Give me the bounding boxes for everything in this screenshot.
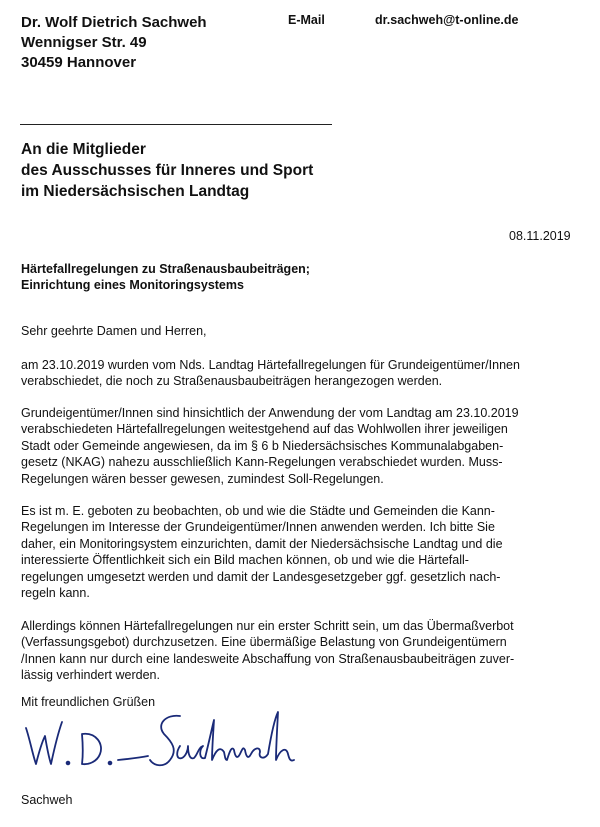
body-paragraph-1 <box>21 357 581 390</box>
paragraph-line: Stadt oder Gemeinde angewiesen, da im § 6 b Niedersächsisches Kommunalabgaben- <box>21 438 504 453</box>
paragraph-line: am 23.10.2019 wurden vom Nds. Landtag Härtefallregelungen für Grundeigentümer/Innen <box>21 358 520 372</box>
paragraph-line: gesetz (NKAG) nahezu ausschließlich Kann-Regelungen verabschiedet wurden. Muss- <box>21 455 503 470</box>
signer-name: Sachweh <box>21 793 73 807</box>
paragraph-line: Grundeigentümer/Innen sind hinsichtlich der Anwendung der vom Landtag am 23.10.2019 <box>21 406 519 420</box>
sender-street: Wennigser Str. 49 <box>21 34 147 51</box>
paragraph-line: Regelungen wären besser gewesen, zumindest Soll-Regelungen. <box>21 471 384 486</box>
recipient-line-3: im Niedersächsischen Landtag <box>21 183 250 200</box>
paragraph-line: Allerdings können Härtefallregelungen nur ein erster Schritt sein, um das Übermaßverbot <box>21 619 514 633</box>
closing-phrase: Mit freundlichen Grüßen <box>21 695 156 709</box>
sender-address <box>21 13 207 73</box>
paragraph-line: regelungen umgesetzt werden und damit der Landesgesetzgeber ggf. gesetzlich nach- <box>21 569 501 584</box>
letter-date: 08.11.2019 <box>509 229 571 243</box>
salutation: Sehr geehrte Damen und Herren, <box>21 324 207 338</box>
sender-city: 30459 Hannover <box>21 54 137 71</box>
recipient-line-2: des Ausschusses für Inneres und Sport <box>21 162 314 179</box>
body-paragraph-2 <box>21 405 581 487</box>
recipient-line-1: An die Mitglieder <box>21 141 146 158</box>
body-paragraph-4 <box>21 618 581 684</box>
handwritten-signature <box>20 706 305 786</box>
body-paragraph-3 <box>21 503 581 601</box>
paragraph-line: interessierte Öffentlichkeit sich ein Bild machen können, ob und wie die Härtefall- <box>21 553 469 568</box>
address-separator-line <box>20 124 332 125</box>
recipient-address <box>21 139 313 202</box>
paragraph-line: regeln kann. <box>21 586 90 601</box>
email-label: E-Mail <box>288 13 325 27</box>
signature-strokes <box>26 712 294 765</box>
subject-line <box>21 261 310 293</box>
email-address: dr.sachweh@t-online.de <box>375 13 519 27</box>
paragraph-line: Regelungen im Interesse der Grundeigentümer/Innen anwenden werden. Ich bitte Sie <box>21 520 495 535</box>
sender-name: Dr. Wolf Dietrich Sachweh <box>21 14 207 31</box>
paragraph-line: Es ist m. E. geboten zu beobachten, ob und wie die Städte und Gemeinden die Kann- <box>21 504 495 518</box>
subject-line-1: Härtefallregelungen zu Straßenausbaubeiträgen; <box>21 262 310 276</box>
paragraph-line: daher, ein Monitoringsystem einzurichten, damit der Niedersächsische Landtag und die <box>21 536 503 551</box>
paragraph-line: verabschiedeten Härtefallregelungen weitestgehend auf das Wohlwollen ihrer jeweiligen <box>21 422 508 437</box>
subject-line-2: Einrichtung eines Monitoringsystems <box>21 278 244 292</box>
paragraph-line: (Verfassungsgebot) durchzusetzen. Eine übermäßige Belastung von Grundeigentümern <box>21 635 507 650</box>
paragraph-line: verabschiedet, die noch zu Straßenausbaubeiträgen herangezogen werden. <box>21 374 443 389</box>
paragraph-line: /Innen kann nur durch eine landesweite Abschaffung von Straßenausbaubeiträgen zuver- <box>21 651 515 666</box>
paragraph-line: lässig verhindert werden. <box>21 668 160 683</box>
